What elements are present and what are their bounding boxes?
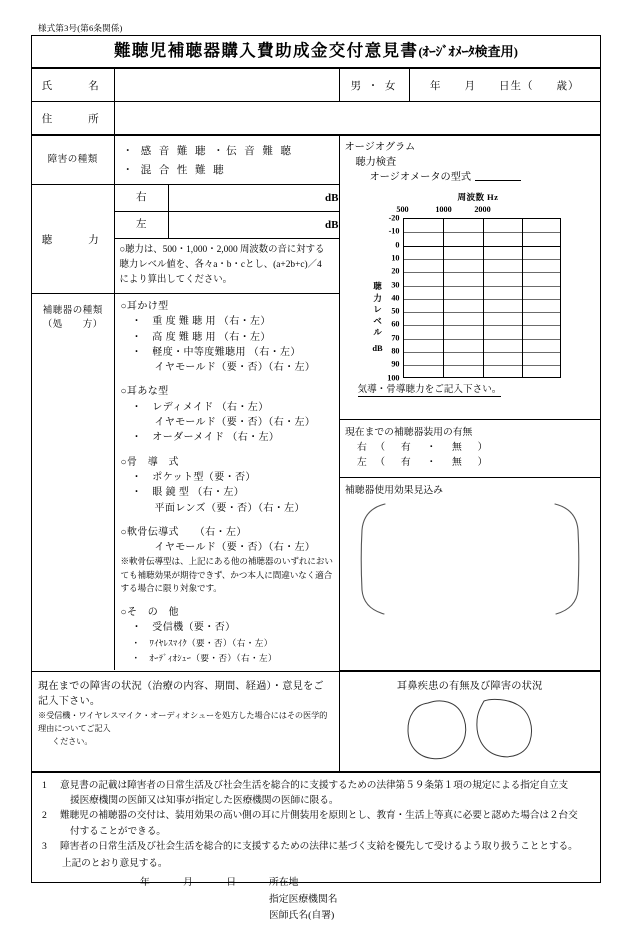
- page-title-paren: (ｵｰｼﾞｵﾒｰﾀ検査用): [418, 44, 518, 59]
- name-label: 氏 名: [32, 69, 114, 102]
- aid-option[interactable]: 平面レンズ（要・否）（右・左）: [154, 502, 305, 514]
- aid-group-fine-note: ※軟骨伝導型は、上記にある他の補聴器のいずれにおいても補聴効果が期待できず、かつ本人に間違いなく適合する場合に限り対象です。: [120, 556, 333, 594]
- option-mixed[interactable]: ・ 混 合 性 難 聴: [122, 165, 227, 176]
- audiogram-title: オージオグラム: [344, 142, 416, 153]
- page-title-main: 難聴児補聴器購入費助成金交付意見書: [114, 41, 419, 60]
- aid-group-bone-conduction: [121, 455, 335, 516]
- table-row-status: [32, 671, 600, 771]
- expected-effect-title: 補聴器使用効果見込み: [345, 485, 443, 496]
- table-row-disability-type: [32, 136, 600, 185]
- table-row-hearing-right: [115, 185, 339, 212]
- title-table: [32, 36, 600, 68]
- y-tick-60: 60: [391, 319, 400, 329]
- y-tick-30: 30: [391, 280, 400, 289]
- hearing-aid-label-line1: 補聴器の種類: [42, 306, 103, 316]
- chart-grid[interactable]: [403, 218, 561, 378]
- signature-field-doctor[interactable]: 医師氏名(自署): [269, 910, 335, 922]
- hand-drawn-brackets-icon: [339, 496, 600, 618]
- sex-field[interactable]: 男 ・ 女: [339, 69, 409, 102]
- notes-table: [32, 772, 600, 945]
- aid-option[interactable]: ・ オーダーメイド （右・左）: [131, 432, 280, 444]
- aid-option[interactable]: ・ 軽度・中等度難聴用 （右・左）: [131, 346, 301, 358]
- note-text-line1: 障害者の日常生活及び社会生活を総合的に支援するための法律に基づく支給を優先して受けるよう取り扱うこととする。: [60, 841, 578, 853]
- address-input[interactable]: [114, 102, 600, 135]
- note-text-line1: 意見書の記載は障害者の日常生活及び社会生活を総合的に支援するための法律第５９条第１項の規定による指定自立支: [60, 779, 569, 791]
- x-tick-1000: 1000: [435, 205, 452, 214]
- page-title: [32, 36, 600, 67]
- hearing-aid-label-line2: （処 方）: [42, 320, 103, 330]
- note-number: 1: [42, 779, 47, 791]
- disability-status-note-line1: ※受信機・ワイヤレスマイク・オーディオシューを処方した場合にはその医学的理由についてご記入: [38, 710, 328, 733]
- hearing-value-left[interactable]: [169, 212, 339, 239]
- y-tick-0: 0: [395, 240, 400, 250]
- audiometer-model-input[interactable]: [475, 170, 521, 181]
- form-frame: [31, 35, 601, 922]
- aid-option[interactable]: イヤモールド（要・否）（右・左）: [154, 542, 316, 554]
- table-row-notes: [32, 772, 600, 945]
- y-title-char-2: 力: [373, 293, 382, 303]
- aid-group-title: ○軟骨伝導式 （右・左）: [120, 526, 247, 538]
- aid-group-title: ○骨 導 式: [120, 456, 179, 468]
- note-number: 2: [42, 810, 47, 822]
- notes-list: [32, 773, 600, 873]
- address-label: 住 所: [32, 102, 114, 135]
- agreement-text: 上記のとおり意見する。: [62, 857, 168, 869]
- aid-group-title: ○耳かけ型: [120, 301, 169, 312]
- note-number: 3: [42, 841, 47, 853]
- disability-status-cell[interactable]: [32, 671, 339, 771]
- option-sensorineural[interactable]: ・ 感 音 難 聴: [122, 146, 208, 157]
- signature-field-institution[interactable]: 指定医療機関名: [269, 893, 338, 905]
- hearing-aid-list: [115, 294, 339, 670]
- note-text: [60, 808, 592, 839]
- expected-effect-block: [339, 477, 600, 642]
- hearing-label: 聴 力: [32, 185, 114, 294]
- aid-option[interactable]: ・ ﾜｲﾔﾚｽﾏｲｸ（要・否）（右・左）: [131, 637, 273, 648]
- audiogram-heading: [340, 136, 601, 185]
- note-item-2: [40, 808, 592, 839]
- aid-group-other: [121, 605, 335, 666]
- current-usage-left[interactable]: 左 （ 有 ・ 無 ）: [357, 457, 491, 468]
- table-row-name: [32, 69, 600, 102]
- aid-group-behind-ear: [121, 299, 335, 375]
- expected-effect-input[interactable]: [339, 496, 600, 618]
- audiogram-chart[interactable]: [340, 185, 601, 397]
- aid-option[interactable]: ・ 重 度 難 聴 用 （右・左）: [131, 316, 271, 328]
- table-row-hearing-left: [115, 212, 339, 239]
- y-title-char-4: ベ: [373, 316, 382, 326]
- y-tick-70: 70: [391, 333, 400, 343]
- y-tick-90: 90: [391, 359, 400, 369]
- hearing-aid-options[interactable]: [114, 294, 339, 671]
- aid-option[interactable]: イヤモールド（要・否）（右・左）: [154, 362, 316, 374]
- disability-status-note-line2: ください。: [52, 736, 93, 746]
- y-tick-100: 100: [387, 373, 400, 383]
- hearing-note-cell: [114, 239, 339, 294]
- note-item-1: [40, 778, 592, 809]
- y-tick-40: 40: [391, 293, 400, 303]
- y-tick--10: -10: [388, 226, 400, 236]
- aid-option[interactable]: ・ レディメイド （右・左）: [131, 401, 269, 413]
- y-tick-50: 50: [391, 306, 400, 316]
- aid-option[interactable]: ・ 高 度 難 聴 用 （右・左）: [131, 331, 271, 343]
- y-title-unit: dB: [372, 343, 383, 353]
- disability-type-label: 障害の種類: [32, 136, 114, 185]
- aid-option[interactable]: イヤモールド（要・否）（右・左）: [154, 417, 316, 429]
- audiogram-footer-note: 気導・骨導聴力をご記入下さい。: [358, 381, 502, 397]
- table-row-address: [32, 102, 600, 135]
- aid-option[interactable]: ・ 受信機（要・否）: [131, 622, 236, 634]
- ear-label-right: 右: [115, 185, 169, 212]
- aid-option[interactable]: ・ ポケット型（要・否）: [131, 471, 256, 483]
- aid-group-cartilage-conduction: [121, 525, 335, 596]
- status-table: [32, 671, 600, 772]
- unit-db-left: dB: [325, 219, 339, 231]
- unit-db-right: dB: [325, 192, 339, 204]
- current-usage-right[interactable]: 右 （ 有 ・ 無 ）: [357, 442, 491, 453]
- chart-y-tick-labels: [362, 213, 400, 383]
- disability-status-title: 現在までの障害の状況（治療の内容、期間、経過）・意見をご記入下さい。: [38, 680, 324, 707]
- y-title-char-1: 聴: [373, 282, 382, 291]
- note-text-line2: 付することができる。: [70, 825, 166, 837]
- y-tick-10: 10: [391, 253, 400, 263]
- chart-x-tick-labels: [340, 205, 601, 217]
- hearing-aid-label: [32, 294, 114, 671]
- audiometer-model-label: オージオメータの型式: [369, 172, 472, 183]
- disability-type-options[interactable]: [114, 136, 339, 185]
- note-text-line2: 援医療機関の医師又は知事が指定した医療機関の医師に限る。: [70, 795, 339, 807]
- ent-status-diagram[interactable]: [340, 692, 601, 764]
- signature-date[interactable]: 年 月 日: [140, 877, 238, 889]
- x-tick-2000: 2000: [474, 205, 491, 214]
- audiometer-model-row: [345, 170, 595, 185]
- y-title-char-5: ル: [373, 328, 382, 337]
- aid-group-in-ear: [121, 384, 335, 445]
- dob-field[interactable]: 年 月 日生（ 歳）: [409, 69, 600, 102]
- ear-label-left: 左: [115, 212, 169, 239]
- aid-option[interactable]: ・ 眼 鏡 型 （右・左）: [131, 487, 245, 499]
- aid-group-title: ○耳あな型: [120, 386, 169, 398]
- hearing-test-label: 聴力検査: [355, 157, 397, 168]
- identity-table: [32, 68, 600, 135]
- notes-cell: [32, 772, 600, 945]
- option-conductive[interactable]: ・伝 音 難 聴: [213, 146, 294, 157]
- disability-status-note: [32, 709, 339, 748]
- note-text: [60, 839, 592, 854]
- note-text-line1: 難聴児の補聴器の交付は、装用効果の高い側の耳に片側装用を原則とし、教育・生活上等真に必要と認めた場合は２台交: [60, 810, 578, 822]
- current-usage[interactable]: [339, 420, 600, 474]
- current-usage-block: [339, 419, 600, 474]
- signature-field-location[interactable]: 所在地: [269, 877, 299, 889]
- y-tick-20: 20: [391, 266, 400, 276]
- hearing-value-right[interactable]: [169, 185, 339, 212]
- ent-status-title: 耳鼻疾患の有無及び障害の状況: [397, 680, 543, 692]
- address-value: [115, 113, 601, 123]
- note-text: [60, 778, 592, 809]
- hearing-calc-note: ○聴力は、500・1,000・2,000 周波数の音に対する聴力レベル値を、各々a・b・cとし、(a+2b+c)／4 により算出してください。: [119, 245, 325, 285]
- hearing-values: [114, 185, 339, 239]
- name-input[interactable]: [114, 69, 339, 102]
- signature-block: [32, 873, 600, 945]
- form-number: 様式第3号(第6条関係): [38, 23, 123, 33]
- aid-group-title: ○そ の 他: [120, 606, 179, 618]
- y-tick--20: -20: [388, 213, 400, 223]
- ear-outline-icon: [380, 692, 560, 764]
- y-tick-80: 80: [391, 346, 400, 356]
- name-value: [115, 80, 339, 90]
- chart-x-axis-title: 周波数 Hz: [457, 192, 499, 202]
- ent-status-cell[interactable]: [339, 671, 600, 771]
- current-usage-title: 現在までの補聴器装用の有無: [345, 427, 473, 438]
- y-title-char-3: レ: [373, 305, 382, 314]
- aid-option[interactable]: ・ ｵｰﾃﾞｨｵｼｭｰ（要・否）（右・左）: [131, 652, 277, 663]
- x-tick-500: 500: [396, 205, 409, 214]
- note-item-3: [40, 839, 592, 854]
